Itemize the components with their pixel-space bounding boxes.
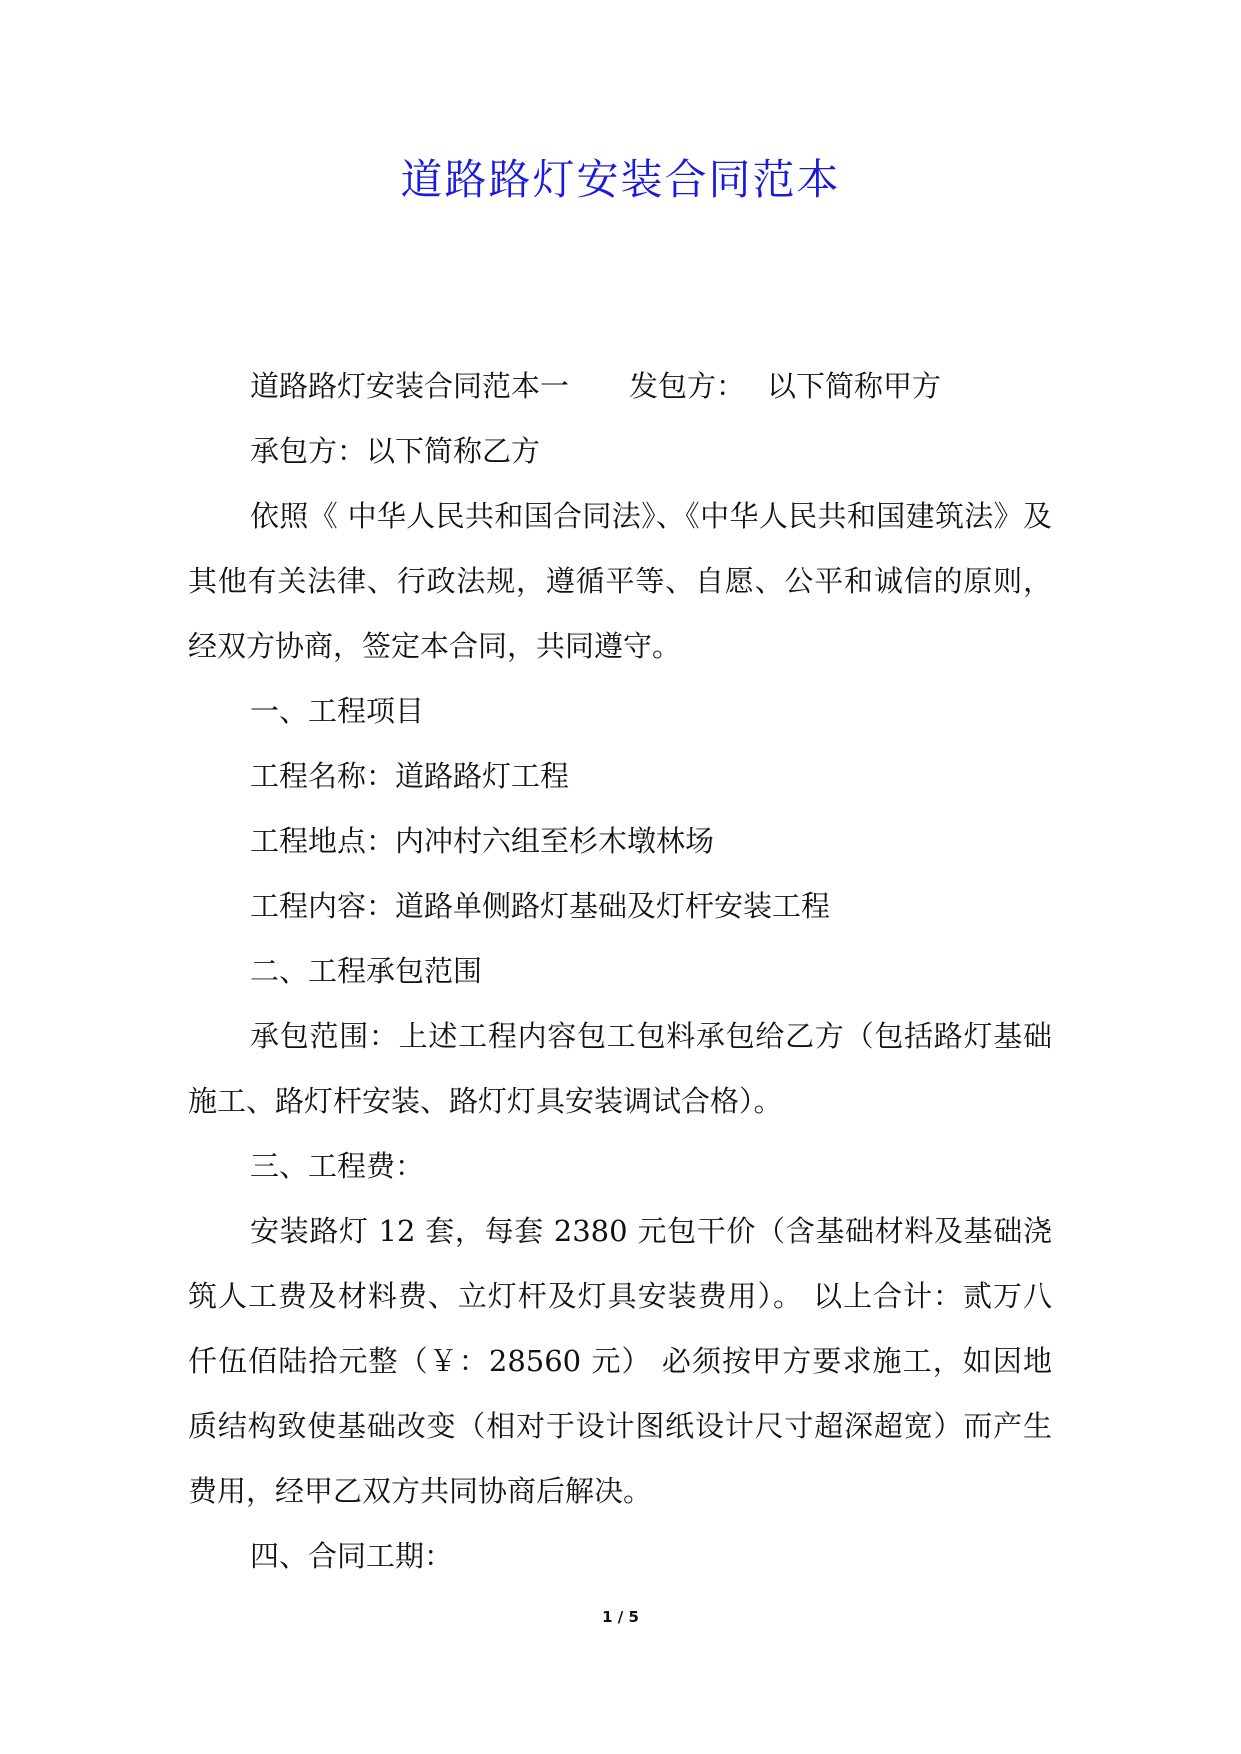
document-body bbox=[188, 354, 1052, 1589]
legal-basis-paragraph: 依照《 中华人民共和国合同法》、《中华人民共和国建筑法》及其他有关法律、行政法规，遵循平等、自愿、公平和诚信的原则，经双方协商，签定本合同，共同遵守。 bbox=[188, 499, 1052, 663]
page-number: 1 / 5 bbox=[602, 1608, 639, 1626]
project-content: 工程内容：道路单侧路灯基础及灯杆安装工程 bbox=[250, 889, 831, 923]
contract-name: 道路路灯安装合同范本一 bbox=[250, 369, 570, 403]
project-location: 工程地点：内冲村六组至杉木墩林场 bbox=[250, 824, 715, 858]
contract-header-line bbox=[188, 354, 1052, 419]
cost-paragraph: 安装路灯 12 套，每套 2380 元包干价（含基础材料及基础浇筑人工费及材料费、立灯杆及灯具安装费用）。 以上合计：贰万八仟伍佰陆拾元整（￥：28560 元） 必须按甲方要求施工，如因地质结构致使基础改变（相对于设计图纸设计尺寸超深超宽）而产生费用，经甲乙双方共同协商后解决。 bbox=[188, 1214, 1052, 1508]
section-heading-duration: 四、合同工期： bbox=[250, 1539, 454, 1573]
document-title: 道路路灯安装合同范本 bbox=[400, 155, 841, 204]
project-name: 工程名称：道路路灯工程 bbox=[250, 759, 570, 793]
section-heading-scope: 二、工程承包范围 bbox=[250, 954, 483, 988]
employer-label: 发包方： bbox=[629, 369, 746, 403]
contractor-line: 承包方：以下简称乙方 bbox=[250, 434, 541, 468]
scope-paragraph: 承包范围：上述工程内容包工包料承包给乙方（包括路灯基础施工、路灯杆安装、路灯灯具安装调试合格）。 bbox=[188, 1019, 1052, 1118]
section-heading-project: 一、工程项目 bbox=[250, 694, 425, 728]
employer-alias: 以下简称甲方 bbox=[767, 369, 942, 403]
section-heading-cost: 三、工程费： bbox=[250, 1149, 425, 1183]
